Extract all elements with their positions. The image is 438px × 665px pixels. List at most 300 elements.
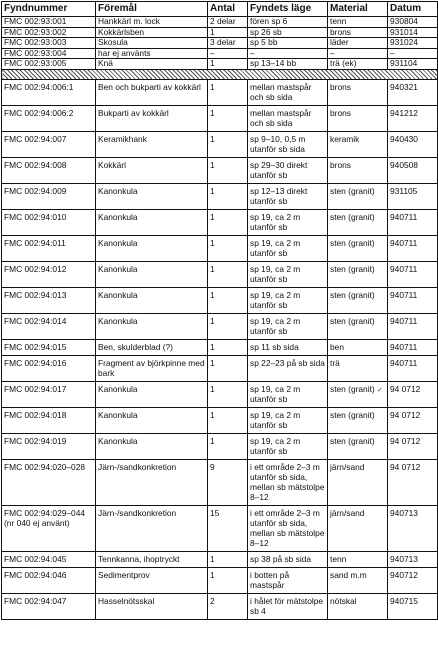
table-row [2, 551, 438, 567]
cell-fyndets-lage-text: sp 29–30 direkt utanför sb [250, 159, 308, 180]
cell-fyndets-lage-text: sp 19, ca 2 m utanför sb [250, 315, 301, 336]
cell-material [328, 17, 388, 28]
cell-material-text: trä (ek) [330, 58, 357, 69]
cell-antal-text: 1 [210, 133, 215, 144]
cell-antal-text: 1 [210, 237, 215, 248]
cell-datum-text: 940713 [390, 507, 418, 518]
hatched-separator-row [2, 69, 438, 79]
table-header-row [2, 2, 438, 17]
cell-fyndets-lage-text: fören sp 6 [250, 16, 288, 26]
cell-material [328, 59, 388, 70]
cell-fyndets-lage-text: sp 22–23 på sb sida [250, 357, 325, 368]
cell-foremal-text: Kokkärlsben [98, 27, 145, 37]
cell-datum-text: 940712 [390, 569, 418, 580]
cell-foremal [96, 339, 208, 355]
cell-foremal [96, 183, 208, 209]
cell-foremal-text: Järn-/sandkonkretion [98, 461, 177, 472]
cell-foremal [96, 551, 208, 567]
cell-material-text: sten (granit) [330, 409, 375, 420]
cell-foremal [96, 131, 208, 157]
cell-foremal [96, 459, 208, 505]
cell-datum [388, 27, 438, 38]
cell-datum [388, 313, 438, 339]
cell-datum-text: – [390, 48, 395, 58]
cell-antal [208, 131, 248, 157]
cell-material [328, 407, 388, 433]
cell-fyndets-lage [248, 407, 328, 433]
cell-material [328, 27, 388, 38]
cell-fyndets-lage-text: sp 13–14 bb [250, 58, 297, 69]
table-row [2, 505, 438, 551]
cell-material-text: sand m.m [330, 569, 367, 580]
cell-datum-text: 940321 [390, 81, 418, 92]
handwritten-check-mark: ✓ [377, 386, 383, 394]
cell-fyndnummer-text: FMC 002:93:001 [4, 16, 67, 26]
table-row [2, 59, 438, 70]
cell-datum-text: 940711 [390, 211, 418, 222]
cell-material [328, 567, 388, 593]
table-row [2, 381, 438, 407]
cell-antal-text: – [210, 48, 215, 58]
cell-antal [208, 381, 248, 407]
cell-datum [388, 79, 438, 105]
cell-material [328, 381, 388, 407]
cell-foremal-text: Skosula [98, 37, 128, 48]
cell-fyndnummer [2, 459, 96, 505]
header-material: Material [328, 2, 388, 17]
cell-material [328, 157, 388, 183]
cell-antal-text: 1 [210, 107, 215, 118]
cell-fyndnummer [2, 593, 96, 619]
cell-antal [208, 407, 248, 433]
cell-fyndnummer [2, 38, 96, 49]
cell-fyndnummer-text: FMC 002:94:006:1 [4, 81, 74, 92]
cell-datum-text: 931014 [390, 27, 418, 37]
cell-fyndnummer-text: FMC 002:94:047 [4, 595, 67, 606]
cell-datum-text: 931105 [390, 185, 418, 196]
cell-fyndnummer [2, 48, 96, 59]
cell-datum-text: 931104 [390, 58, 418, 69]
cell-antal [208, 105, 248, 131]
cell-antal-text: 1 [210, 81, 215, 92]
cell-foremal [96, 505, 208, 551]
cell-fyndnummer [2, 157, 96, 183]
cell-antal-text: 1 [210, 357, 215, 368]
cell-datum-text: 941212 [390, 107, 418, 118]
cell-foremal [96, 17, 208, 28]
cell-fyndets-lage [248, 48, 328, 59]
cell-material-text: läder [330, 37, 349, 48]
cell-fyndets-lage [248, 593, 328, 619]
table-row [2, 339, 438, 355]
cell-fyndets-lage-text: i botten på mastspår [250, 569, 290, 590]
cell-fyndnummer-text: FMC 002:94:015 [4, 341, 67, 352]
cell-fyndnummer [2, 381, 96, 407]
cell-foremal-text: Järn-/sandkonkretion [98, 507, 177, 518]
cell-foremal-text: Sedimentprov [98, 569, 150, 580]
table-row [2, 157, 438, 183]
cell-fyndets-lage [248, 505, 328, 551]
cell-fyndets-lage [248, 79, 328, 105]
cell-antal [208, 48, 248, 59]
table-row [2, 235, 438, 261]
cell-antal [208, 567, 248, 593]
cell-foremal [96, 593, 208, 619]
cell-fyndnummer [2, 313, 96, 339]
cell-antal-text: 1 [210, 569, 215, 580]
cell-datum-text: 940711 [390, 357, 418, 368]
cell-material [328, 505, 388, 551]
cell-fyndets-lage-text: sp 9–10, 0,5 m utanför sb sida [250, 133, 306, 154]
cell-datum-text: 930804 [390, 16, 418, 26]
cell-fyndets-lage-text: sp 19, ca 2 m utanför sb [250, 409, 301, 430]
cell-datum-text: 940430 [390, 133, 418, 144]
cell-fyndnummer [2, 17, 96, 28]
cell-antal-text: 1 [210, 211, 215, 222]
cell-foremal [96, 313, 208, 339]
cell-fyndets-lage-text: – [250, 48, 255, 58]
cell-fyndnummer-text: FMC 002:94:007 [4, 133, 67, 144]
cell-fyndnummer-text: FMC 002:94:013 [4, 289, 67, 300]
cell-fyndets-lage-text: mellan mastspår och sb sida [250, 107, 312, 128]
cell-datum [388, 209, 438, 235]
cell-antal [208, 79, 248, 105]
cell-material [328, 287, 388, 313]
cell-material [328, 339, 388, 355]
cell-antal [208, 459, 248, 505]
cell-material [328, 355, 388, 381]
cell-material-text: sten (granit) [330, 289, 375, 300]
cell-datum-text: 940715 [390, 595, 418, 606]
cell-antal [208, 339, 248, 355]
cell-antal-text: 1 [210, 341, 215, 352]
cell-material [328, 459, 388, 505]
cell-fyndets-lage-text: sp 11 sb sida [250, 341, 299, 352]
cell-foremal-text: Kanonkula [98, 315, 138, 326]
cell-fyndnummer [2, 261, 96, 287]
cell-fyndnummer-text: FMC 002:93:003 [4, 37, 67, 48]
table-row [2, 313, 438, 339]
cell-fyndets-lage-text: sp 38 på sb sida [250, 553, 311, 564]
table-row [2, 183, 438, 209]
cell-foremal [96, 157, 208, 183]
cell-datum-text: 940711 [390, 237, 418, 248]
cell-antal [208, 59, 248, 70]
cell-foremal-text: Keramikhank [98, 133, 147, 144]
cell-fyndets-lage [248, 105, 328, 131]
cell-fyndets-lage-text: sp 19, ca 2 m utanför sb [250, 289, 301, 310]
cell-datum [388, 59, 438, 70]
cell-foremal-text: Kanonkula [98, 237, 138, 248]
cell-material [328, 38, 388, 49]
cell-fyndnummer-text: FMC 002:94:010 [4, 211, 67, 222]
cell-foremal-text: Ben, skulderblad (?) [98, 341, 173, 352]
cell-foremal [96, 48, 208, 59]
cell-material-text: brons [330, 159, 351, 170]
cell-antal [208, 27, 248, 38]
cell-fyndnummer [2, 407, 96, 433]
cell-fyndnummer-text: FMC 002:94:011 [4, 237, 66, 248]
cell-foremal-text: Bukparti av kokkärl [98, 107, 169, 118]
cell-antal-text: 2 [210, 595, 215, 606]
cell-fyndnummer [2, 59, 96, 70]
cell-fyndnummer-text: FMC 002:93:002 [4, 27, 67, 37]
cell-antal [208, 17, 248, 28]
cell-foremal [96, 567, 208, 593]
cell-datum [388, 105, 438, 131]
cell-fyndets-lage-text: i hålet för mätstolpe sb 4 [250, 595, 324, 616]
cell-fyndets-lage [248, 235, 328, 261]
cell-datum [388, 593, 438, 619]
cell-fyndets-lage [248, 209, 328, 235]
cell-foremal-text: Fragment av björkpinne med bark [98, 357, 205, 378]
table-row [2, 131, 438, 157]
cell-foremal-text: Hasselnötsskal [98, 595, 155, 606]
cell-material-text: tenn [330, 553, 347, 564]
cell-datum [388, 235, 438, 261]
header-foremal: Föremål [96, 2, 208, 17]
cell-datum-text: 94 0712 [390, 383, 421, 394]
table-row [2, 27, 438, 38]
cell-foremal [96, 105, 208, 131]
cell-material-text: sten (granit) [330, 237, 375, 248]
cell-datum-text: 940711 [390, 289, 418, 300]
table-row [2, 105, 438, 131]
cell-material-text: sten (granit) [330, 435, 375, 446]
cell-antal-text: 3 delar [210, 37, 236, 48]
cell-fyndets-lage-text: sp 12–13 direkt utanför sb [250, 185, 308, 206]
cell-datum [388, 48, 438, 59]
table-row [2, 48, 438, 59]
cell-antal-text: 2 delar [210, 16, 236, 26]
cell-fyndets-lage [248, 567, 328, 593]
cell-datum [388, 459, 438, 505]
table-separator-group [2, 69, 438, 79]
cell-antal [208, 287, 248, 313]
cell-fyndnummer-text: FMC 002:94:029–044 (nr 040 ej använt) [4, 507, 86, 528]
cell-fyndets-lage-text: sp 26 sb [250, 27, 282, 37]
table-row [2, 209, 438, 235]
cell-antal-text: 1 [210, 58, 215, 69]
cell-datum [388, 551, 438, 567]
cell-fyndnummer [2, 79, 96, 105]
cell-foremal-text: Ben och bukparti av kokkärl [98, 81, 201, 92]
cell-datum-text: 940711 [390, 315, 418, 326]
cell-fyndnummer [2, 505, 96, 551]
cell-material-text: brons [330, 27, 351, 37]
cell-fyndets-lage-text: sp 19, ca 2 m utanför sb [250, 435, 301, 456]
cell-fyndets-lage [248, 287, 328, 313]
cell-antal-text: 1 [210, 409, 215, 420]
header-fyndnummer: Fyndnummer [2, 2, 96, 17]
cell-antal-text: 1 [210, 383, 215, 394]
cell-antal-text: 1 [210, 315, 215, 326]
cell-datum-text: 940711 [390, 341, 418, 352]
cell-fyndets-lage-text: sp 19, ca 2 m utanför sb [250, 211, 301, 232]
cell-datum-text: 94 0712 [390, 409, 421, 420]
cell-fyndets-lage-text: sp 5 bb [250, 37, 278, 48]
cell-fyndets-lage-text: sp 19, ca 2 m utanför sb [250, 237, 301, 258]
cell-fyndnummer-text: FMC 002:94:020–028 [4, 461, 86, 472]
cell-datum [388, 433, 438, 459]
cell-fyndnummer [2, 339, 96, 355]
cell-datum [388, 381, 438, 407]
cell-datum [388, 407, 438, 433]
cell-foremal [96, 287, 208, 313]
cell-foremal-text: har ej använts [98, 48, 151, 58]
cell-material [328, 551, 388, 567]
cell-fyndnummer [2, 433, 96, 459]
cell-antal [208, 313, 248, 339]
cell-foremal [96, 38, 208, 49]
cell-antal-text: 1 [210, 159, 215, 170]
cell-datum [388, 339, 438, 355]
cell-antal [208, 183, 248, 209]
cell-material-text: sten (granit) [330, 383, 375, 394]
cell-antal [208, 38, 248, 49]
cell-foremal [96, 355, 208, 381]
cell-fyndnummer [2, 355, 96, 381]
cell-material-text: sten (granit) [330, 315, 375, 326]
cell-fyndnummer-text: FMC 002:94:014 [4, 315, 67, 326]
cell-material [328, 433, 388, 459]
cell-fyndnummer [2, 131, 96, 157]
cell-datum [388, 183, 438, 209]
cell-fyndnummer-text: FMC 002:94:019 [4, 435, 67, 446]
cell-fyndets-lage [248, 313, 328, 339]
cell-antal-text: 1 [210, 553, 215, 564]
cell-material-text: brons [330, 81, 351, 92]
cell-fyndnummer-text: FMC 002:94:046 [4, 569, 67, 580]
cell-antal [208, 551, 248, 567]
table-row [2, 38, 438, 49]
cell-foremal [96, 27, 208, 38]
cell-foremal [96, 381, 208, 407]
cell-datum [388, 287, 438, 313]
cell-fyndnummer [2, 105, 96, 131]
cell-foremal [96, 79, 208, 105]
cell-fyndets-lage-text: i ett område 2–3 m utanför sb sida, mellan sb mätstolpe 8–12 [250, 507, 325, 548]
cell-foremal-text: Kanonkula [98, 263, 138, 274]
cell-material [328, 593, 388, 619]
table-row [2, 79, 438, 105]
cell-fyndets-lage [248, 157, 328, 183]
cell-fyndnummer-text: FMC 002:93:004 [4, 48, 67, 58]
cell-fyndets-lage [248, 261, 328, 287]
cell-datum [388, 567, 438, 593]
header-datum: Datum [388, 2, 438, 17]
cell-antal-text: 1 [210, 185, 215, 196]
cell-fyndnummer-text: FMC 002:94:018 [4, 409, 67, 420]
table-row [2, 593, 438, 619]
table-row [2, 407, 438, 433]
cell-material-text: järn/sand [330, 507, 365, 518]
cell-material-text: brons [330, 107, 351, 118]
cell-material [328, 105, 388, 131]
cell-foremal-text: Kanonkula [98, 435, 138, 446]
cell-datum [388, 505, 438, 551]
table-body-1994 [2, 79, 438, 619]
cell-fyndnummer-text: FMC 002:93:005 [4, 58, 67, 69]
cell-fyndets-lage-text: sp 19, ca 2 m utanför sb [250, 263, 301, 284]
cell-fyndnummer-text: FMC 002:94:016 [4, 357, 67, 368]
cell-material [328, 261, 388, 287]
table-row [2, 17, 438, 28]
cell-fyndets-lage [248, 131, 328, 157]
cell-antal-text: 1 [210, 263, 215, 274]
cell-fyndnummer-text: FMC 002:94:017 [4, 383, 67, 394]
cell-datum [388, 355, 438, 381]
cell-antal [208, 593, 248, 619]
header-fyndets-lage: Fyndets läge [248, 2, 328, 17]
cell-datum-text: 94 0712 [390, 461, 421, 472]
cell-foremal-text: Kanonkula [98, 409, 138, 420]
cell-fyndnummer-text: FMC 002:94:012 [4, 263, 67, 274]
cell-material-text: trä [330, 357, 340, 368]
cell-fyndets-lage [248, 381, 328, 407]
cell-fyndets-lage [248, 355, 328, 381]
cell-antal [208, 261, 248, 287]
cell-antal-text: 1 [210, 435, 215, 446]
cell-datum [388, 17, 438, 28]
cell-datum-text: 940508 [390, 159, 418, 170]
cell-material [328, 48, 388, 59]
cell-fyndnummer [2, 235, 96, 261]
cell-fyndets-lage [248, 551, 328, 567]
cell-datum-text: 94 0712 [390, 435, 421, 446]
cell-fyndets-lage [248, 59, 328, 70]
cell-fyndnummer [2, 551, 96, 567]
cell-foremal-text: Kokkärl [98, 159, 126, 170]
cell-material-text: ben [330, 341, 344, 352]
cell-antal [208, 505, 248, 551]
cell-antal-text: 1 [210, 27, 215, 37]
cell-foremal-text: Hankkärl m. lock [98, 16, 160, 26]
cell-material-text: tenn [330, 16, 347, 26]
cell-foremal [96, 209, 208, 235]
table-row [2, 355, 438, 381]
cell-fyndets-lage [248, 433, 328, 459]
table-row [2, 287, 438, 313]
cell-fyndnummer [2, 183, 96, 209]
cell-material-text: nötskal [330, 595, 357, 606]
cell-fyndnummer [2, 27, 96, 38]
cell-antal [208, 235, 248, 261]
cell-material-text: järn/sand [330, 461, 365, 472]
cell-material [328, 209, 388, 235]
cell-antal [208, 433, 248, 459]
cell-material-text: sten (granit) [330, 211, 375, 222]
hatched-separator-cell [2, 69, 438, 79]
table-body-1993 [2, 17, 438, 70]
cell-antal [208, 157, 248, 183]
cell-foremal-text: Kanonkula [98, 289, 138, 300]
cell-foremal-text: Kanonkula [98, 211, 138, 222]
cell-fyndnummer-text: FMC 002:94:009 [4, 185, 67, 196]
cell-fyndets-lage [248, 459, 328, 505]
cell-fyndnummer-text: FMC 002:94:045 [4, 553, 67, 564]
table-row [2, 567, 438, 593]
cell-antal-text: 1 [210, 289, 215, 300]
cell-fyndets-lage-text: i ett område 2–3 m utanför sb sida, mellan sb mätstolpe 8–12 [250, 461, 325, 502]
cell-antal [208, 209, 248, 235]
cell-foremal-text: Knä [98, 58, 113, 69]
cell-foremal-text: Tennkanna, ihoptryckt [98, 553, 180, 564]
find-list-table [1, 1, 438, 620]
cell-antal-text: 15 [210, 507, 220, 518]
table-row [2, 459, 438, 505]
cell-datum [388, 38, 438, 49]
